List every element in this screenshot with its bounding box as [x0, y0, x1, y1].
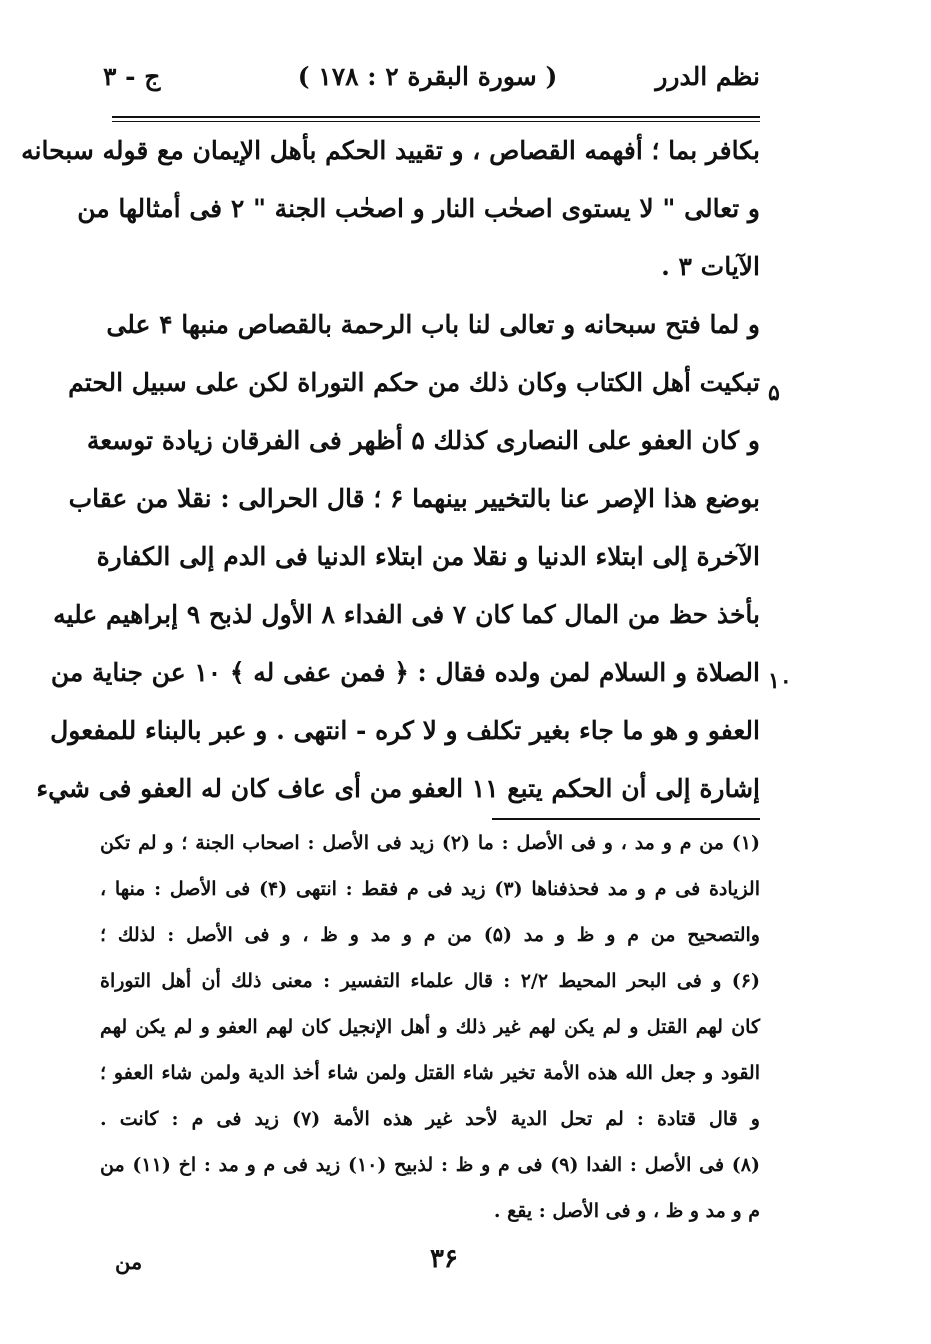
catchword: من [115, 1249, 143, 1274]
footnote-line: (۱) من م و مد ، و فى الأصل : ما (۲) زيد فى الأصل : اصحاب الجنة ؛ و لم تكن [100, 832, 760, 854]
page-header [95, 62, 760, 102]
header-rule-thin [112, 121, 760, 122]
body-line: تبكيت أهل الكتاب وكان ذلك من حكم التوراة لكن على سبيل الحتم [68, 368, 760, 397]
footnote-line: كان لهم القتل و لم يكن لهم غير ذلك و أهل الإنجيل كان لهم العفو و لم يكن لهم [100, 1016, 760, 1038]
footnote-line: م و مد و ظ ، و فى الأصل : يقع . [493, 1200, 760, 1222]
body-line: إشارة إلى أن الحكم يتبع ۱۱ العفو من أى عاف كان له العفو فى شيء [36, 774, 760, 803]
body-line: و لما فتح سبحانه و تعالى لنا باب الرحمة بالقصاص منبها ۴ على [106, 310, 760, 339]
footnote-line: (۸) فى الأصل : الفدا (۹) فى م و ظ : لذبيح (۱۰) زيد فى م و مد : اخ (۱۱) من [100, 1154, 761, 1176]
body-line: بكافر بما ؛ أفهمه القصاص ، و تقييد الحكم بأهل الإيمان مع قوله سبحانه [21, 136, 760, 165]
volume-number: ج - ۳ [103, 62, 161, 91]
header-rule [112, 116, 760, 118]
line-number: ۵ [768, 380, 780, 406]
line-number: ۱۰ [768, 668, 792, 694]
footnote-line: القود و جعل الله هذه الأمة تخير شاء القتل ولمن شاء أخذ الدية ولمن شاء العفو ؛ [100, 1062, 760, 1084]
body-line: و تعالى " لا يستوى اصحٰب النار و اصحٰب الجنة " ۲ فى أمثالها من [77, 194, 760, 223]
body-line: بأخذ حظ من المال كما كان ۷ فى الفداء ۸ الأول لذبح ۹ إبراهيم عليه [53, 600, 760, 629]
footnote-line: والتصحيح من م و ظ و مد (۵) من م و مد و ظ ، و فى الأصل : لذلك ؛ [100, 924, 760, 946]
footnote-line: و قال قتادة : لم تحل الدية لأحد غير هذه الأمة (۷) زيد فى م : كانت . [100, 1108, 760, 1130]
footnote-line: الزيادة فى م و مد فحذفناها (۳) زيد فى م فقط : انتهى (۴) فى الأصل : منها ، [100, 878, 760, 900]
page-number: ۳۶ [430, 1244, 458, 1274]
body-line: و كان العفو على النصارى كذلك ۵ أظهر فى الفرقان زيادة توسعة [86, 426, 760, 455]
footnote-line: (۶) و فى البحر المحيط ۲/۲ : قال علماء التفسير : معنى ذلك أن أهل التوراة [100, 970, 761, 992]
book-title: نظم الدرر [655, 62, 760, 91]
body-line: بوضع هذا الإصر عنا بالتخيير بينهما ۶ ؛ قال الحرالى : نقلا من عقاب [68, 484, 760, 513]
footnote-rule [492, 818, 760, 820]
body-line: الآخرة إلى ابتلاء الدنيا و نقلا من ابتلاء الدنيا فى الدم إلى الكفارة [96, 542, 760, 571]
body-line: الصلاة و السلام لمن ولده فقال : ﴿ فمن عفى له ﴾ ۱۰ عن جناية من [50, 658, 760, 687]
surah-reference: ( سورة البقرة ۲ : ۱۷۸ ) [297, 62, 558, 91]
body-line: العفو و هو ما جاء بغير تكلف و لا كره - انتهى . و عبر بالبناء للمفعول [50, 716, 760, 745]
body-line: الآيات ۳ . [661, 252, 760, 281]
